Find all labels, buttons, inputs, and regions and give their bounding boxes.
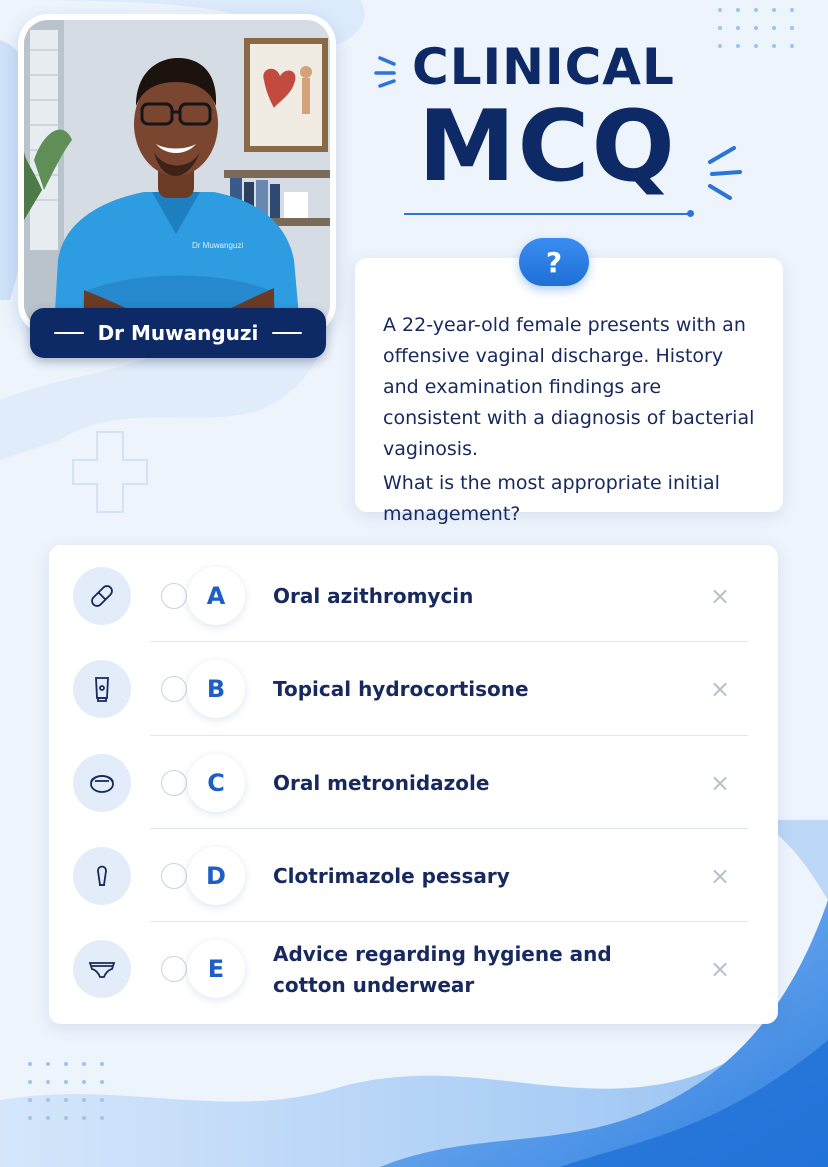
option-a[interactable]: [49, 550, 778, 643]
option-e-close-icon[interactable]: ×: [709, 955, 731, 983]
option-d-radio[interactable]: [161, 863, 187, 889]
option-d-close-icon[interactable]: ×: [709, 862, 731, 890]
sparkle-left-icon: [372, 52, 402, 92]
name-badge-left-dash: [54, 332, 84, 334]
option-e-text: Advice regarding hygiene and cotton underwear: [273, 942, 612, 997]
option-a-text: Oral azithromycin: [273, 584, 474, 608]
cream-tube-icon: [73, 660, 131, 718]
options-card: [49, 545, 778, 1024]
tablet-icon: [73, 754, 131, 812]
option-divider: [150, 641, 748, 642]
title-underline: [404, 213, 690, 215]
option-c-close-icon[interactable]: ×: [709, 769, 731, 797]
option-divider: [150, 921, 748, 922]
option-b-close-icon[interactable]: ×: [709, 675, 731, 703]
option-d-letter: D: [187, 847, 245, 905]
option-b-letter: B: [187, 660, 245, 718]
question-mark-icon: ?: [519, 238, 589, 286]
option-a-radio[interactable]: [161, 583, 187, 609]
title-clinical: CLINICAL: [412, 38, 675, 96]
option-c[interactable]: [49, 737, 778, 830]
option-d-text: Clotrimazole pessary: [273, 864, 510, 888]
question-stem: A 22-year-old female presents with an offensive vaginal discharge. History and examination findings are consistent with a diagnosis of bacterial vaginosis.: [383, 314, 755, 460]
option-d[interactable]: [49, 830, 778, 923]
doctor-illustration: [24, 20, 330, 328]
title-underline-dot: [687, 210, 694, 217]
option-divider: [150, 735, 748, 736]
option-a-letter: A: [187, 567, 245, 625]
doctor-photo: [24, 20, 330, 328]
capsule-icon: [73, 567, 131, 625]
option-e-radio[interactable]: [161, 956, 187, 982]
doctor-photo-card: [18, 14, 336, 334]
option-b-radio[interactable]: [161, 676, 187, 702]
doctor-name-badge: [30, 308, 326, 358]
underwear-icon: [73, 940, 131, 998]
option-c-radio[interactable]: [161, 770, 187, 796]
pessary-icon: [73, 847, 131, 905]
name-badge-right-dash: [272, 332, 302, 334]
sparkle-right-icon: [704, 142, 744, 206]
scrubs-label: Dr Muwanguzi: [192, 241, 244, 250]
option-c-text: Oral metronidazole: [273, 771, 490, 795]
option-b[interactable]: [49, 643, 778, 736]
option-c-letter: C: [187, 754, 245, 812]
question-card: [355, 258, 783, 525]
option-e[interactable]: [49, 923, 778, 1016]
title-mcq: MCQ: [418, 90, 677, 204]
question-prompt: What is the most appropriate initial management?: [383, 472, 720, 525]
option-b-text: Topical hydrocortisone: [273, 677, 529, 701]
option-divider: [150, 828, 748, 829]
option-e-letter: E: [187, 940, 245, 998]
option-a-close-icon[interactable]: ×: [709, 582, 731, 610]
doctor-name: Dr Muwanguzi: [97, 321, 259, 345]
